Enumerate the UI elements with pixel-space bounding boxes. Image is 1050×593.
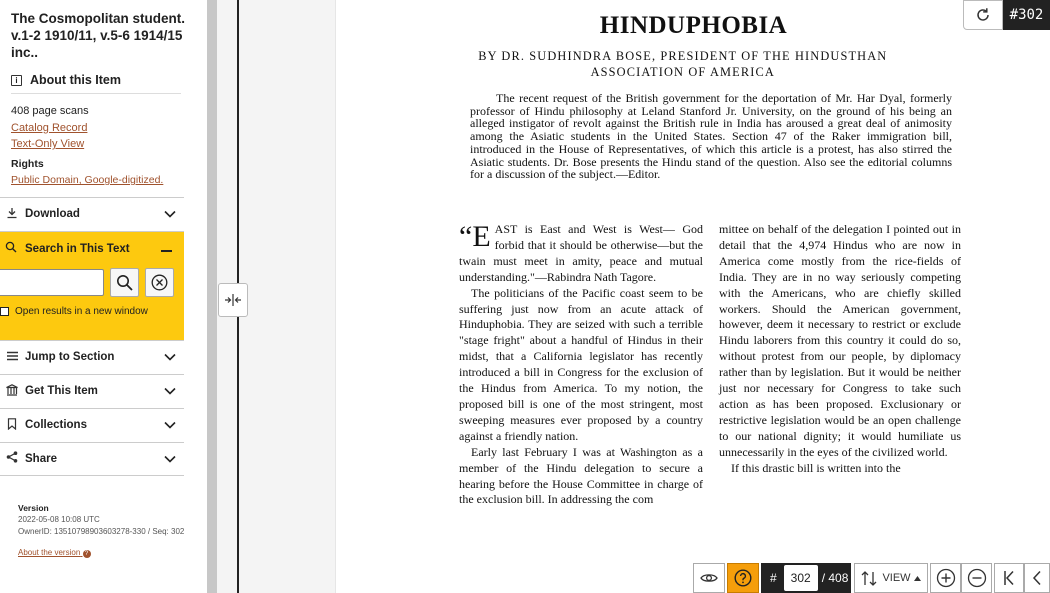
question-icon bbox=[734, 569, 752, 587]
article-paragraph: The politicians of the Pacific coast seem to be suffering just now from an acute attack of Hinduphobia. They are seized with such a terrible "stage fright" about a handful of Hindus in their midst, that a California legislator has recently introduced a bill in Congress for the exclusion of the Hindus from America. To my notion, the proposed bill is one of the most stringent, most sweeping measures ever proposed by a country against a friendly nation. bbox=[459, 285, 703, 443]
sidebar-scrollbar[interactable] bbox=[207, 0, 217, 593]
page-image bbox=[335, 0, 1050, 593]
previous-page-button[interactable] bbox=[1024, 563, 1050, 593]
search-icon bbox=[5, 241, 19, 256]
jump-to-section-label: Jump to Section bbox=[25, 351, 115, 363]
article-byline: BY DR. SUDHINDRA BOSE, PRESIDENT OF THE HINDUSTHAN ASSOCIATION OF AMERICA bbox=[478, 48, 888, 79]
open-new-window-checkbox[interactable] bbox=[0, 307, 9, 316]
about-version-label: About the version bbox=[18, 547, 81, 557]
page-number-input[interactable]: 302 bbox=[784, 565, 818, 591]
article-paragraph: “E AST is East and West is West— God forbid that it should be otherwise—but the twain must meet in amity, peace and mutual understanding."—Rabindra Nath Tagore. bbox=[459, 220, 703, 284]
view-mode-dropdown[interactable] bbox=[854, 563, 928, 593]
search-panel-label: Search in This Text bbox=[25, 242, 130, 255]
magnifier-icon bbox=[116, 274, 133, 291]
view-mode-label: VIEW bbox=[882, 572, 911, 584]
drop-cap: “E bbox=[459, 220, 491, 253]
share-icon bbox=[5, 451, 19, 466]
info-icon: i bbox=[11, 75, 22, 86]
version-label: Version bbox=[18, 502, 49, 513]
zoom-out-button[interactable] bbox=[961, 563, 992, 593]
version-date: 2022-05-08 10:08 UTC bbox=[18, 514, 100, 524]
chevron-down-icon bbox=[164, 350, 176, 364]
version-info bbox=[0, 502, 207, 559]
first-page-button[interactable] bbox=[994, 563, 1024, 593]
about-item-label: About this Item bbox=[30, 73, 121, 87]
search-panel bbox=[0, 231, 184, 340]
zoom-out-icon bbox=[967, 568, 987, 588]
article-paragraph: mittee on behalf of the delegation I pointed out in detail that the 4,974 Hindus who are now in America come mostly from the rice-fields of India. They are in no way seriously competing with the Americans, who are chiefly skilled workers. Should the American government, however, deem it necessary to restrict or exclude Hindu laborers from this country it could do so, without protest from our people, by diplomacy rather than by legislation. But it would be neither just nor necessary for Congress to take such action as has been proposed. Exclusionary or restrictive legislation would be an open challenge to our national dignity; it would humiliate us unnecessarily in the eyes of the civilized world. bbox=[719, 222, 961, 459]
chevron-down-icon bbox=[164, 384, 176, 398]
download-icon bbox=[5, 207, 19, 222]
text-only-view-link[interactable]: Text-Only View bbox=[11, 138, 85, 150]
library-icon bbox=[5, 384, 19, 399]
download-panel[interactable] bbox=[0, 197, 184, 231]
split-arrows-icon bbox=[224, 294, 242, 306]
first-page-icon bbox=[1002, 570, 1016, 586]
article-paragraph: If this drastic bill is written into the bbox=[731, 460, 901, 475]
collections-label: Collections bbox=[25, 419, 87, 431]
help-button[interactable] bbox=[727, 563, 759, 593]
about-version-link[interactable] bbox=[18, 547, 91, 559]
chevron-left-icon bbox=[1031, 570, 1043, 586]
page-hash-label: # bbox=[770, 571, 777, 585]
sequence-badge: #302 bbox=[1003, 0, 1050, 30]
search-clear-button[interactable] bbox=[145, 268, 174, 297]
page-jump-control bbox=[761, 563, 851, 593]
search-panel-header[interactable] bbox=[5, 240, 184, 258]
sidebar bbox=[0, 0, 207, 593]
article-column-2 bbox=[719, 222, 961, 477]
rotate-page-button[interactable] bbox=[963, 0, 1003, 30]
article-column-1 bbox=[459, 222, 703, 508]
rights-link[interactable]: Public Domain, Google-digitized. bbox=[11, 174, 164, 186]
get-this-item-label: Get This Item bbox=[25, 385, 98, 397]
zoom-in-button[interactable] bbox=[930, 563, 961, 593]
article-headline: HINDUPHOBIA bbox=[599, 12, 788, 39]
toggle-sidebar-button[interactable] bbox=[218, 283, 248, 317]
collapse-icon bbox=[161, 240, 172, 258]
search-row bbox=[0, 268, 184, 297]
bookmark-icon bbox=[5, 418, 19, 433]
eye-icon bbox=[700, 572, 718, 584]
help-circle-icon: ? bbox=[83, 550, 91, 558]
total-pages-label: / 408 bbox=[821, 571, 849, 585]
about-item-header bbox=[11, 73, 181, 94]
owner-id: OwnerID: 13510798903603278-330 / Seq: 302 bbox=[18, 526, 185, 536]
article-paragraph: Early last February I was at Washington as a member of the Hindu delegation to secure a hearing before the House Committee in charge of the exclusion bill. In addressing the com bbox=[459, 444, 703, 507]
scanned-page-text bbox=[336, 0, 1050, 593]
share-panel[interactable] bbox=[0, 442, 184, 476]
page-scans-count: 408 page scans bbox=[11, 105, 89, 117]
chevron-down-icon bbox=[164, 207, 176, 221]
jump-to-section-panel[interactable] bbox=[0, 340, 184, 374]
sidebar-panels bbox=[0, 197, 195, 476]
scroll-arrows-icon bbox=[861, 571, 877, 586]
rights-label: Rights bbox=[11, 157, 44, 170]
chevron-down-icon bbox=[164, 418, 176, 432]
clear-circle-icon bbox=[151, 274, 168, 291]
list-icon bbox=[5, 350, 19, 364]
caret-up-icon bbox=[914, 576, 921, 581]
catalog-record-link[interactable]: Catalog Record bbox=[11, 121, 88, 134]
search-submit-button[interactable] bbox=[110, 268, 139, 297]
open-new-window-label: Open results in a new window bbox=[15, 305, 148, 317]
search-text-input[interactable] bbox=[0, 269, 104, 296]
chevron-down-icon bbox=[164, 452, 176, 466]
refresh-icon bbox=[975, 7, 991, 23]
get-this-item-panel[interactable] bbox=[0, 374, 184, 408]
item-title: The Cosmopolitan student. v.1-2 1910/11, v.5-6 1914/15 inc.. bbox=[11, 11, 185, 60]
zoom-in-icon bbox=[936, 568, 956, 588]
open-new-window-option[interactable] bbox=[0, 306, 184, 317]
share-label: Share bbox=[25, 452, 57, 465]
collections-panel[interactable] bbox=[0, 408, 184, 442]
article-intro: The recent request of the British government for the deportation of Mr. Har Dyal, formerly professor of Hindu philosophy at Leland Stanford Jr. University, on the ground of his being an alleged instigator of revolt against the British rule in India has aroused a great deal of animosity among the Asiatic students in the United States. Section 47 of the Raker immigration bill, introduced in the House of Representatives, of which this article is a protest, has also stirred the Asiatic students. Dr. Bose presents the Hindu stand of the question. Also see the editorial columns for a discussion of the subject.—Editor. bbox=[470, 91, 952, 182]
download-label: Download bbox=[25, 208, 80, 220]
toggle-highlights-button[interactable] bbox=[693, 563, 725, 593]
item-metadata bbox=[11, 103, 196, 189]
